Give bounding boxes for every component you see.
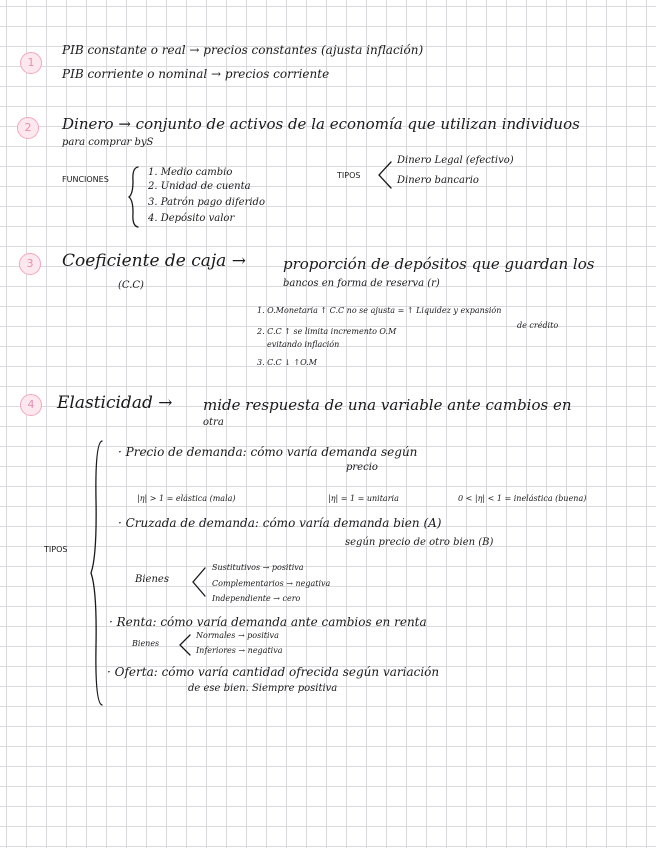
s1-line1: PIB constante o real → precios constantes (ajusta inflación) (62, 43, 424, 57)
renta-bien-item: Inferiores → negativa (196, 646, 283, 655)
funcion-item: 2. Unidad de cuenta (148, 181, 251, 192)
s3-item-2: 2. C.C ↑ se limita incremento O.M (257, 327, 397, 336)
s3-item-3: 3. C.C ↓ ↑O.M (257, 358, 317, 367)
cruzada-demanda-line1: · Cruzada de demanda: cómo varía demanda bien (A) (118, 516, 442, 530)
tipos-angle-bracket (377, 160, 393, 190)
funcion-item: 4. Depósito valor (148, 213, 235, 224)
tipo-dinero-item: Dinero Legal (efectivo) (397, 155, 514, 166)
s2-tipos-label: TIPOS (337, 171, 361, 180)
s3-item-2-cont: evitando inflación (267, 340, 340, 349)
s4-def-line2: otra (203, 417, 224, 428)
s3-abbr: (C.C) (118, 280, 144, 291)
funcion-item: 1. Medio cambio (148, 167, 233, 178)
renta-bienes-label: Bienes (132, 639, 160, 648)
cruzada-bien-item: Sustitutivos → positiva (212, 563, 304, 572)
tipo-dinero-item: Dinero bancario (397, 175, 479, 186)
s3-title: Coeficiente de caja → (62, 251, 246, 271)
section-number-1: 1 (20, 52, 42, 74)
s4-title: Elasticidad → (57, 393, 173, 413)
funcion-item: 3. Patrón pago diferido (148, 197, 265, 208)
renta-line: · Renta: cómo varía demanda ante cambios en renta (109, 615, 427, 629)
cruzada-angle-bracket (191, 566, 207, 598)
s4-def-line1: mide respuesta de una variable ante cambios en (203, 396, 572, 414)
s3-def-line1: proporción de depósitos que guardan los (283, 255, 595, 273)
oferta-line2: de ese bien. Siempre positiva (188, 683, 338, 694)
renta-angle-bracket (178, 633, 192, 657)
s2-line2: para comprar byS (62, 137, 154, 148)
funciones-brace (128, 166, 140, 228)
elasticidad-inelastica: 0 < |η| < 1 = inelástica (buena) (458, 494, 587, 503)
s3-item-1: 1. O.Monetaria ↑ C.C no se ajusta = ↑ Liquidez y expansión (257, 306, 502, 315)
cruzada-bien-item: Independiente → cero (212, 594, 301, 603)
tipos-elasticidad-brace (90, 440, 104, 706)
elasticidad-unitaria: |η| = 1 = unitaria (328, 494, 399, 503)
cruzada-bienes-label: Bienes (135, 574, 169, 585)
oferta-line1: · Oferta: cómo varía cantidad ofrecida según variación (107, 665, 440, 679)
precio-demanda-line1: · Precio de demanda: cómo varía demanda según (118, 445, 418, 459)
renta-bien-item: Normales → positiva (196, 631, 279, 640)
s4-tipos-label: TIPOS (44, 545, 68, 554)
s3-item-1-cont: de crédito (517, 321, 559, 330)
s3-def-line2: bancos en forma de reserva (r) (283, 278, 440, 289)
cruzada-demanda-line2: según precio de otro bien (B) (345, 537, 494, 548)
funciones-label: FUNCIONES (62, 175, 109, 184)
precio-demanda-line2: precio (346, 462, 378, 473)
s2-line1: Dinero → conjunto de activos de la economía que utilizan individuos (62, 115, 580, 133)
elasticidad-elastica: |η| > 1 = elástica (mala) (137, 494, 236, 503)
s1-line2: PIB corriente o nominal → precios corriente (62, 67, 330, 81)
cruzada-bien-item: Complementarios → negativa (212, 579, 331, 588)
section-number-4: 4 (20, 394, 42, 416)
section-number-3: 3 (19, 253, 41, 275)
section-number-2: 2 (17, 117, 39, 139)
